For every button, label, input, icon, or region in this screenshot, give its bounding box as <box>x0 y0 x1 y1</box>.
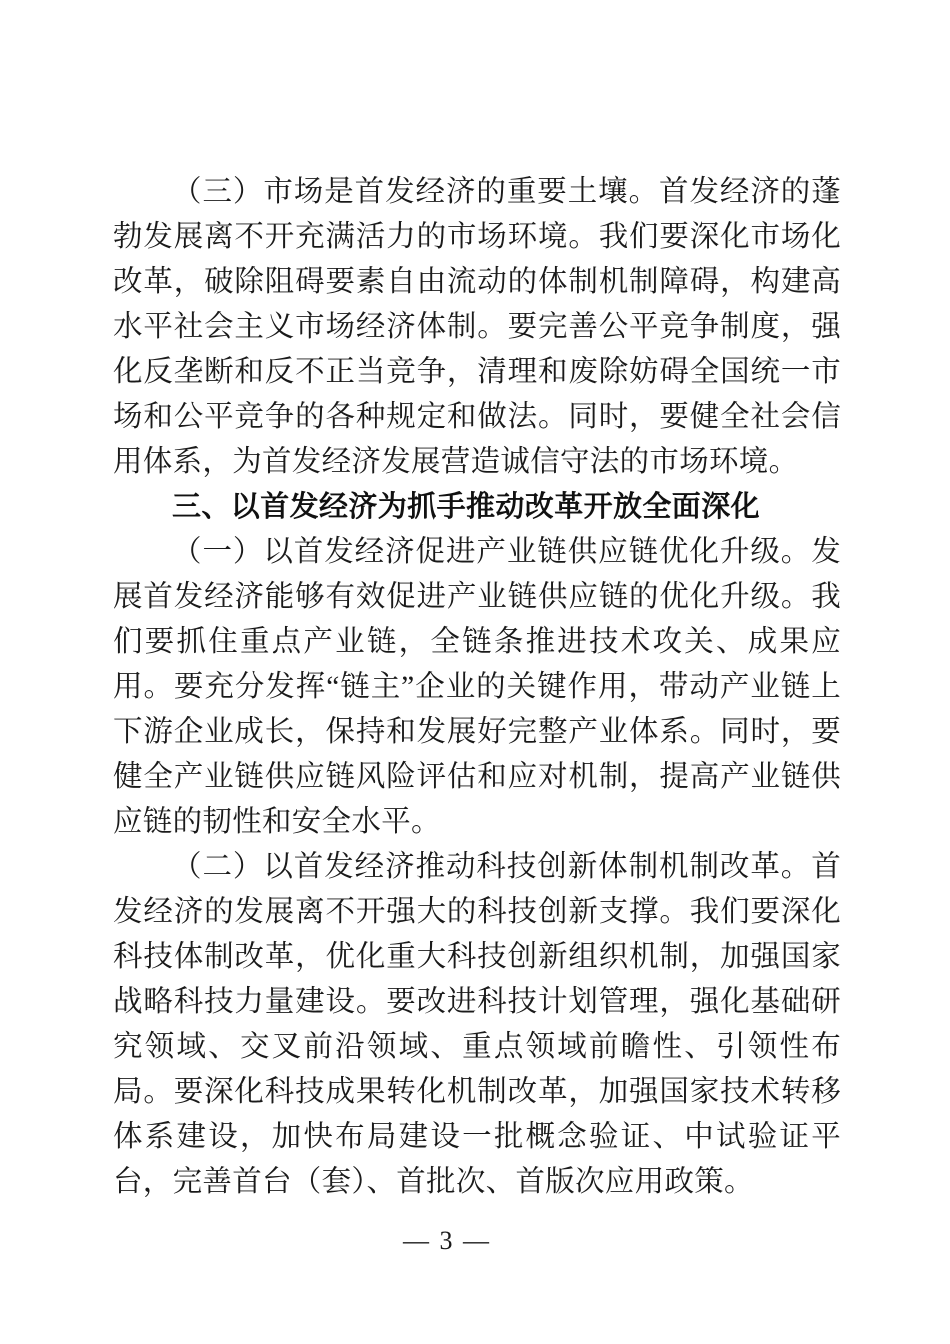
paragraph-market-soil: （三）市场是首发经济的重要土壤。首发经济的蓬勃发展离不开充满活力的市场环境。我们要深化市场化改革，破除阻碍要素自由流动的体制机制障碍，构建高水平社会主义市场经济体制。要完善公平竞争制度，强化反垄断和反不正当竞争，清理和废除妨碍全国统一市场和公平竞争的各种规定和做法。同时，要健全社会信用体系，为首发经济发展营造诚信守法的市场环境。 <box>113 176 841 478</box>
heading-section-three: 三、以首发经济为抓手推动改革开放全面深化 <box>172 491 761 523</box>
page-content-body <box>113 170 841 1205</box>
page-number: — 3 — <box>403 1226 491 1255</box>
paragraph-industrial-chain: （一）以首发经济促进产业链供应链优化升级。发展首发经济能够有效促进产业链供应链的优化升级。我们要抓住重点产业链，全链条推进技术攻关、成果应用。要充分发挥“链主”企业的关键作用，带动产业链上下游企业成长，保持和发展好完整产业体系。同时，要健全产业链供应链风险评估和应对机制，提高产业链供应链的韧性和安全水平。 <box>113 536 841 838</box>
page-footer <box>0 1226 950 1256</box>
paragraph-sci-tech-innovation: （二）以首发经济推动科技创新体制机制改革。首发经济的发展离不开强大的科技创新支撑。我们要深化科技体制改革，优化重大科技创新组织机制，加强国家战略科技力量建设。要改进科技计划管理，强化基础研究领域、交叉前沿领域、重点领域前瞻性、引领性布局。要深化科技成果转化机制改革，加强国家技术转移体系建设，加快布局建设一批概念验证、中试验证平台，完善首台（套）、首批次、首版次应用政策。 <box>113 851 841 1198</box>
